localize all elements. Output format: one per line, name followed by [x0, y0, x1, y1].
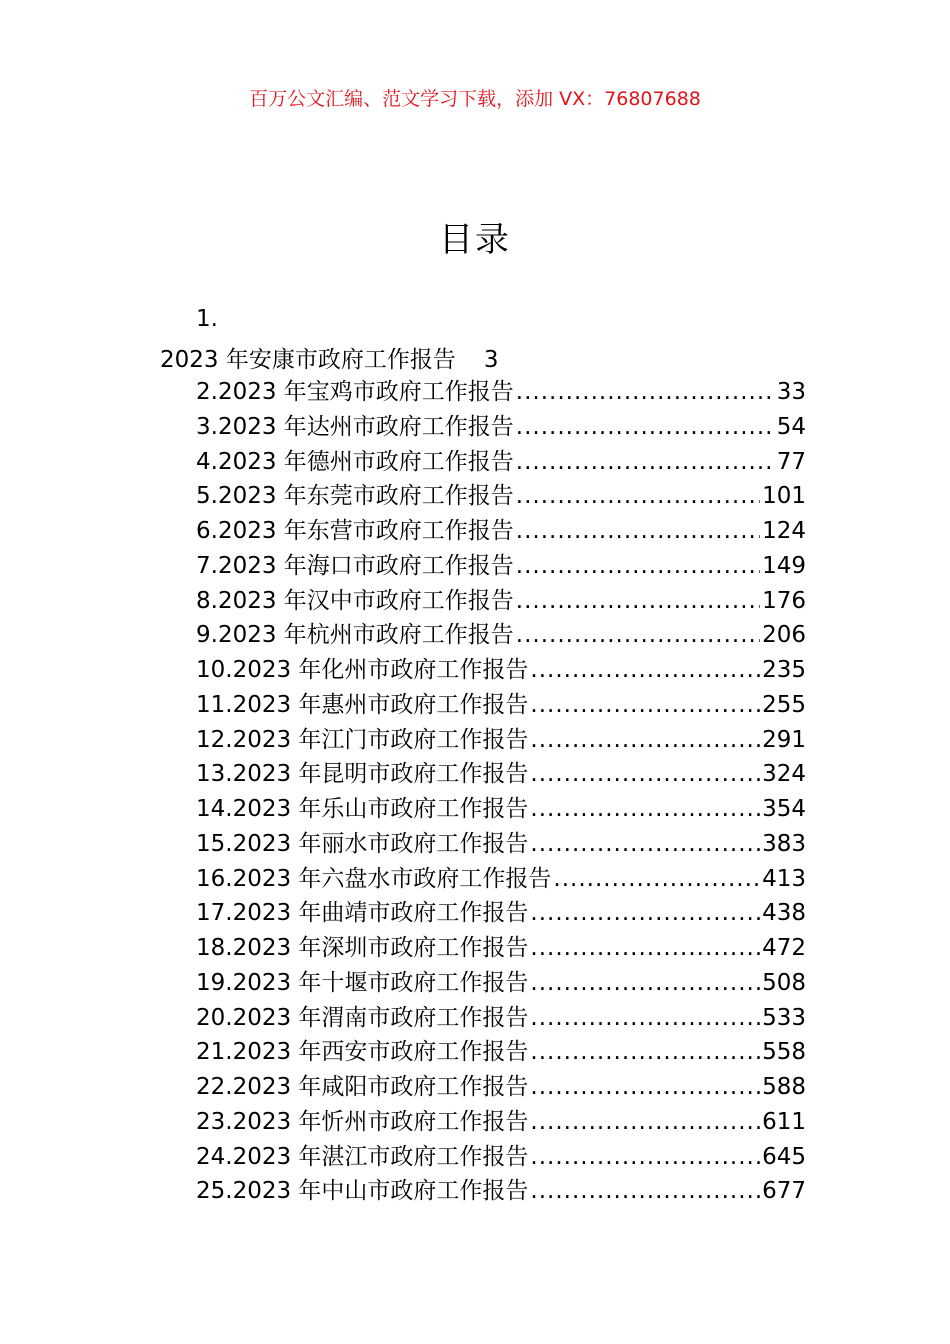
toc-entry[interactable]	[196, 1035, 806, 1070]
toc-entry[interactable]	[196, 757, 806, 792]
toc-entry[interactable]	[196, 549, 806, 584]
toc-entry-1[interactable]	[160, 341, 499, 374]
toc-entry[interactable]	[196, 1105, 806, 1140]
toc-entry[interactable]	[196, 931, 806, 966]
header-banner: 百万公文汇编、范文学习下载，添加 VX：76807688	[249, 88, 701, 110]
toc-leader-dots	[530, 792, 760, 827]
toc-entry-label: 9.2023 年杭州市政府工作报告	[196, 622, 514, 649]
toc-leader-dots	[516, 410, 775, 445]
toc-entry[interactable]	[196, 479, 806, 514]
toc-entry-label: 2.2023 年宝鸡市政府工作报告	[196, 379, 514, 405]
toc-entry-label: 5.2023 年东莞市政府工作报告	[196, 483, 514, 510]
toc-entry[interactable]	[196, 1140, 806, 1175]
toc-entry[interactable]	[196, 966, 806, 1001]
toc-leader-dots	[530, 827, 760, 862]
toc-entry-label: 11.2023 年惠州市政府工作报告	[196, 691, 529, 718]
toc-entry[interactable]	[196, 653, 806, 688]
toc-leader-dots	[530, 723, 760, 758]
toc-entry-label: 8.2023 年汉中市政府工作报告	[196, 587, 514, 614]
toc-entry-label: 21.2023 年西安市政府工作报告	[196, 1039, 529, 1066]
toc-entry[interactable]	[196, 862, 806, 897]
toc-entry-label: 19.2023 年十堰市政府工作报告	[196, 969, 529, 996]
toc-entry[interactable]	[196, 723, 806, 758]
toc-entry-page: 176	[762, 587, 806, 614]
toc-entry[interactable]	[196, 375, 806, 410]
toc-entry[interactable]	[196, 618, 806, 653]
toc-entry-label: 20.2023 年渭南市政府工作报告	[196, 1004, 529, 1031]
toc-entry-page: 3	[483, 347, 499, 373]
toc-leader-dots	[530, 1174, 760, 1209]
toc-entry-page: 677	[762, 1178, 806, 1205]
toc-leader-dots	[530, 1035, 760, 1070]
toc-entry-label: 18.2023 年深圳市政府工作报告	[196, 935, 529, 961]
toc-entry[interactable]	[196, 1001, 806, 1036]
toc-leader-dots	[530, 966, 760, 1001]
toc-entry-label: 24.2023 年湛江市政府工作报告	[196, 1143, 529, 1170]
toc-leader-dots	[530, 896, 760, 931]
toc-entry-page: 291	[762, 726, 806, 753]
toc-entry-page: 354	[762, 796, 806, 822]
toc-leader-dots	[530, 757, 760, 792]
toc-leader-dots	[516, 618, 760, 653]
toc-entry-label: 12.2023 年江门市政府工作报告	[196, 726, 529, 753]
toc-entry-page: 588	[762, 1074, 806, 1100]
toc-entry[interactable]	[196, 792, 806, 827]
toc-entry-label: 2023 年安康市政府工作报告	[160, 347, 456, 373]
toc-entry-label: 25.2023 年中山市政府工作报告	[196, 1178, 529, 1205]
toc-leader-dots	[530, 688, 760, 723]
toc-leader-dots	[516, 514, 760, 549]
toc-entry[interactable]	[196, 827, 806, 862]
toc-entry[interactable]	[196, 514, 806, 549]
toc-entry-page: 124	[762, 518, 806, 544]
toc-entry-page: 611	[762, 1108, 806, 1135]
toc-entry-label: 6.2023 年东营市政府工作报告	[196, 518, 514, 544]
toc-entry[interactable]	[196, 1070, 806, 1105]
toc-leader-dots	[516, 584, 760, 619]
toc-entry-page: 255	[762, 691, 806, 718]
toc-entry-page: 54	[776, 413, 806, 440]
toc-entry-label: 15.2023 年丽水市政府工作报告	[196, 830, 529, 857]
toc-leader-dots	[553, 862, 760, 897]
toc-leader-dots	[530, 1001, 760, 1036]
toc-entry-label: 16.2023 年六盘水市政府工作报告	[196, 865, 552, 892]
toc-entry-label: 10.2023 年化州市政府工作报告	[196, 657, 529, 683]
toc-entry-page: 438	[762, 900, 806, 927]
toc-leader-dots	[530, 1140, 760, 1175]
toc-leader-dots	[516, 549, 760, 584]
toc-entry-page: 533	[762, 1004, 806, 1031]
toc-entry[interactable]	[196, 1174, 806, 1209]
toc-leader-dots	[516, 479, 760, 514]
toc-entry-label: 4.2023 年德州市政府工作报告	[196, 448, 514, 475]
toc-entry-page: 472	[762, 935, 806, 961]
toc-entry-page: 324	[762, 761, 806, 788]
toc-leader-dots	[516, 375, 775, 410]
toc-leader-dots	[530, 1070, 760, 1105]
toc-entry-label: 14.2023 年乐山市政府工作报告	[196, 796, 529, 822]
toc-first-number: 1.	[196, 306, 218, 332]
toc-entry-label: 7.2023 年海口市政府工作报告	[196, 552, 514, 579]
toc-entry-label: 17.2023 年曲靖市政府工作报告	[196, 900, 529, 927]
toc-entry-page: 235	[762, 657, 806, 683]
table-of-contents	[196, 375, 806, 1209]
toc-entry-page: 149	[762, 552, 806, 579]
toc-leader-dots	[516, 445, 775, 480]
page-title: 目录	[439, 220, 511, 260]
toc-entry-page: 77	[776, 448, 806, 475]
toc-entry-label: 13.2023 年昆明市政府工作报告	[196, 761, 529, 788]
toc-entry[interactable]	[196, 688, 806, 723]
toc-entry[interactable]	[196, 410, 806, 445]
toc-entry-page: 33	[776, 379, 806, 405]
toc-entry[interactable]	[196, 896, 806, 931]
toc-entry-page: 101	[762, 483, 806, 510]
toc-entry-label: 22.2023 年咸阳市政府工作报告	[196, 1074, 529, 1100]
toc-entry-label: 23.2023 年忻州市政府工作报告	[196, 1108, 529, 1135]
toc-entry[interactable]	[196, 584, 806, 619]
toc-leader-dots	[530, 1105, 760, 1140]
toc-entry-page: 645	[762, 1143, 806, 1170]
toc-leader-dots	[530, 931, 760, 966]
toc-entry-page: 558	[762, 1039, 806, 1066]
toc-entry-label: 3.2023 年达州市政府工作报告	[196, 413, 514, 440]
toc-entry[interactable]	[196, 445, 806, 480]
toc-leader-dots	[530, 653, 760, 688]
toc-entry-page: 206	[762, 622, 806, 649]
toc-entry-page: 508	[762, 969, 806, 996]
toc-entry-page: 413	[762, 865, 806, 892]
toc-entry-page: 383	[762, 830, 806, 857]
